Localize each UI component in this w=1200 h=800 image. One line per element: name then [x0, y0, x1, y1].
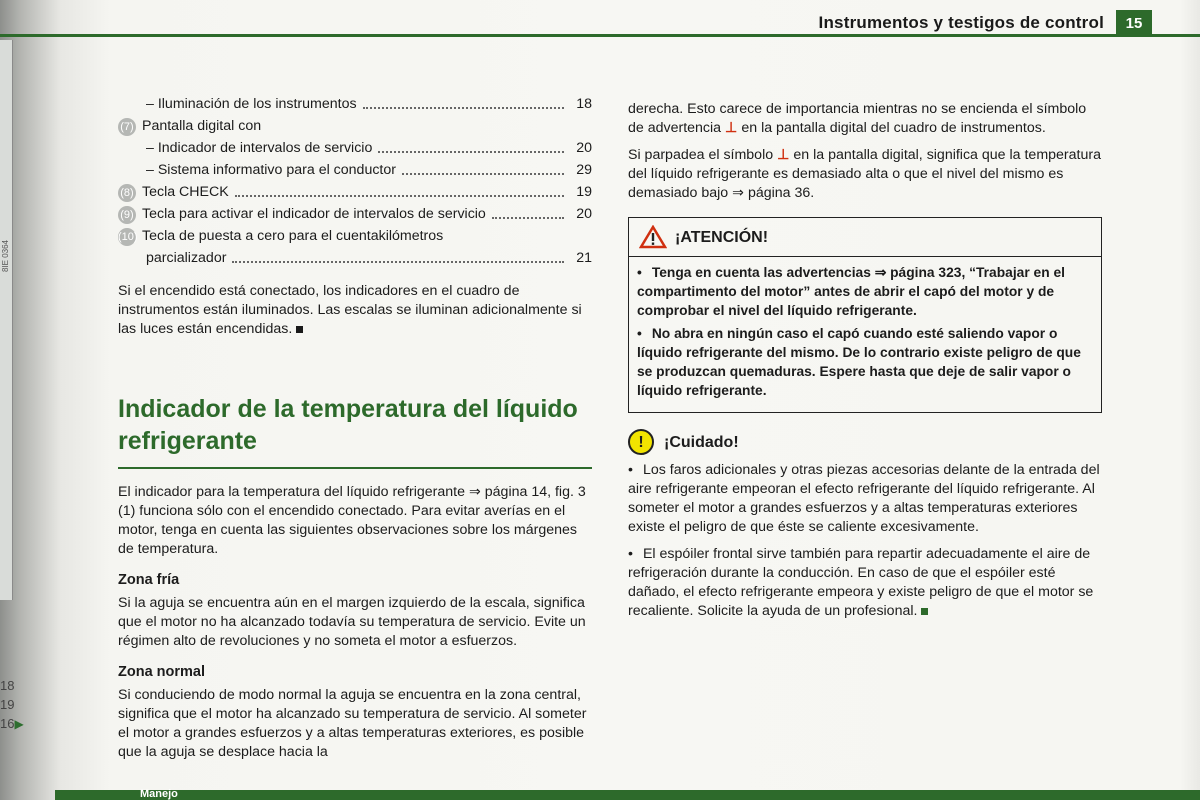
callout-number-icon: (7) — [118, 118, 136, 136]
toc-row: (10) Tecla de puesta a cero para el cuentakilómetros — [118, 228, 444, 244]
footer-tab: Manejo — [140, 788, 178, 800]
header-rule — [0, 34, 1200, 37]
section-title: Indicador de la temperatura del líquido refrigerante — [118, 393, 592, 469]
paragraph-blinking: Si parpadea el símbolo ⊥ en la pantalla digital, significa que la temperatura del líquido refrigerante es demasiado alta o que el nivel del mismo es demasiado bajo ⇒ página 36. — [628, 147, 1101, 201]
warning-box — [628, 217, 1102, 413]
subheading-zona-normal: Zona normal — [118, 664, 206, 680]
section-intro: El indicador para la temperatura del líquido refrigerante ⇒ página 14, fig. 3 (1) funciona sólo con el encendido conectado. Para evitar averías en el motor, tenga en cuenta las siguientes observaciones sobre los márgenes de temperatura. — [118, 484, 586, 557]
toc-row: – Sistema informativo para el conductor 29 — [146, 162, 592, 178]
coolant-temperature-icon: ⊥ — [725, 120, 738, 136]
edge-number: 19 — [0, 697, 15, 712]
end-marker-icon — [296, 326, 303, 333]
warning-title: ¡ATENCIÓN! — [675, 228, 769, 246]
warning-item: • Tenga en cuenta las advertencias ⇒ página 323, “Trabajar en el compartimento del motor” antes de abrir el capó del motor y de comprobar el nivel del líquido refrigerante. — [637, 265, 1065, 318]
paragraph-continued: derecha. Esto carece de importancia mientras no se encienda el símbolo de advertencia ⊥ en la pantalla digital del cuadro de instrumentos. — [628, 101, 1087, 136]
page-number: 15 — [1116, 10, 1152, 37]
side-code: 8IE 0364 — [1, 240, 10, 273]
warning-triangle-icon — [639, 225, 667, 249]
toc-row: (7) Pantalla digital con — [118, 114, 592, 136]
chapter-title: Instrumentos y testigos de control — [818, 13, 1104, 32]
caution-header — [628, 427, 1102, 457]
toc-row: (8) Tecla CHECK 19 — [118, 180, 592, 202]
edge-page-numbers — [0, 676, 24, 734]
zona-fria-text: Si la aguja se encuentra aún en el margen izquierdo de la escala, significa que el motor no ha alcanzado todavía su temperatura de servicio. Evite un régimen alto de revoluciones y no someta el motor a esfuerzos. — [118, 595, 586, 649]
toc-row: (9) Tecla para activar el indicador de intervalos de servicio 20 — [118, 202, 592, 224]
right-column — [628, 100, 1102, 621]
intro-paragraph: Si el encendido está conectado, los indicadores en el cuadro de instrumentos están iluminados. Las escalas se iluminan adicionalmente si las luces están encendidas. — [118, 283, 582, 337]
edge-number: 16 — [0, 716, 15, 731]
previous-page-edge — [0, 40, 13, 600]
warning-body — [629, 257, 1101, 412]
zona-normal-text: Si conduciendo de modo normal la aguja se encuentra en la zona central, significa que el motor ha alcanzado su temperatura de servicio. Al someter el motor a grandes esfuerzos y a altas temperaturas exteriores, es posible que la aguja se desplace hacia la — [118, 687, 587, 760]
footer-bar — [55, 790, 1200, 800]
callout-number-icon: (10) — [118, 228, 136, 246]
caution-title: ¡Cuidado! — [664, 433, 739, 451]
caution-item: • El espóiler frontal sirve también para repartir adecuadamente el aire de refrigeración durante la conducción. En caso de que el espóiler esté dañado, el efecto refrigerante empeora y existe peligro de que el motor se recaliente. Solicite la ayuda de un profesional. — [628, 546, 1094, 619]
coolant-temperature-icon: ⊥ — [777, 147, 790, 163]
warning-header — [629, 218, 1101, 257]
left-column — [118, 92, 592, 762]
toc-row: – Iluminación de los instrumentos 18 — [146, 96, 592, 112]
edge-number: 18 — [0, 678, 15, 693]
arrow-right-icon: ▶ — [14, 717, 24, 731]
caution-item: • Los faros adicionales y otras piezas accesorias delante de la entrada del aire refrigerante empeoran el efecto refrigerante del líquido refrigerante. Al someter el motor a grandes esfuerzos y a altas temperaturas exteriores existe el peligro de que éste se caliente excesivamente. — [628, 462, 1100, 535]
caution-exclamation-icon: ! — [628, 429, 654, 455]
toc-row: – Indicador de intervalos de servicio 20 — [146, 140, 592, 156]
callout-number-icon: (8) — [118, 184, 136, 202]
toc-row: parcializador 21 — [146, 250, 592, 266]
callout-number-icon: (9) — [118, 206, 136, 224]
subheading-zona-fria: Zona fría — [118, 572, 180, 588]
warning-item: • No abra en ningún caso el capó cuando esté saliendo vapor o líquido refrigerante del mismo. De lo contrario existe peligro de que se produzcan quemaduras. Espere hasta que deje de salir vapor o líquido refrigerante. — [637, 326, 1081, 398]
end-marker-icon — [921, 608, 928, 615]
